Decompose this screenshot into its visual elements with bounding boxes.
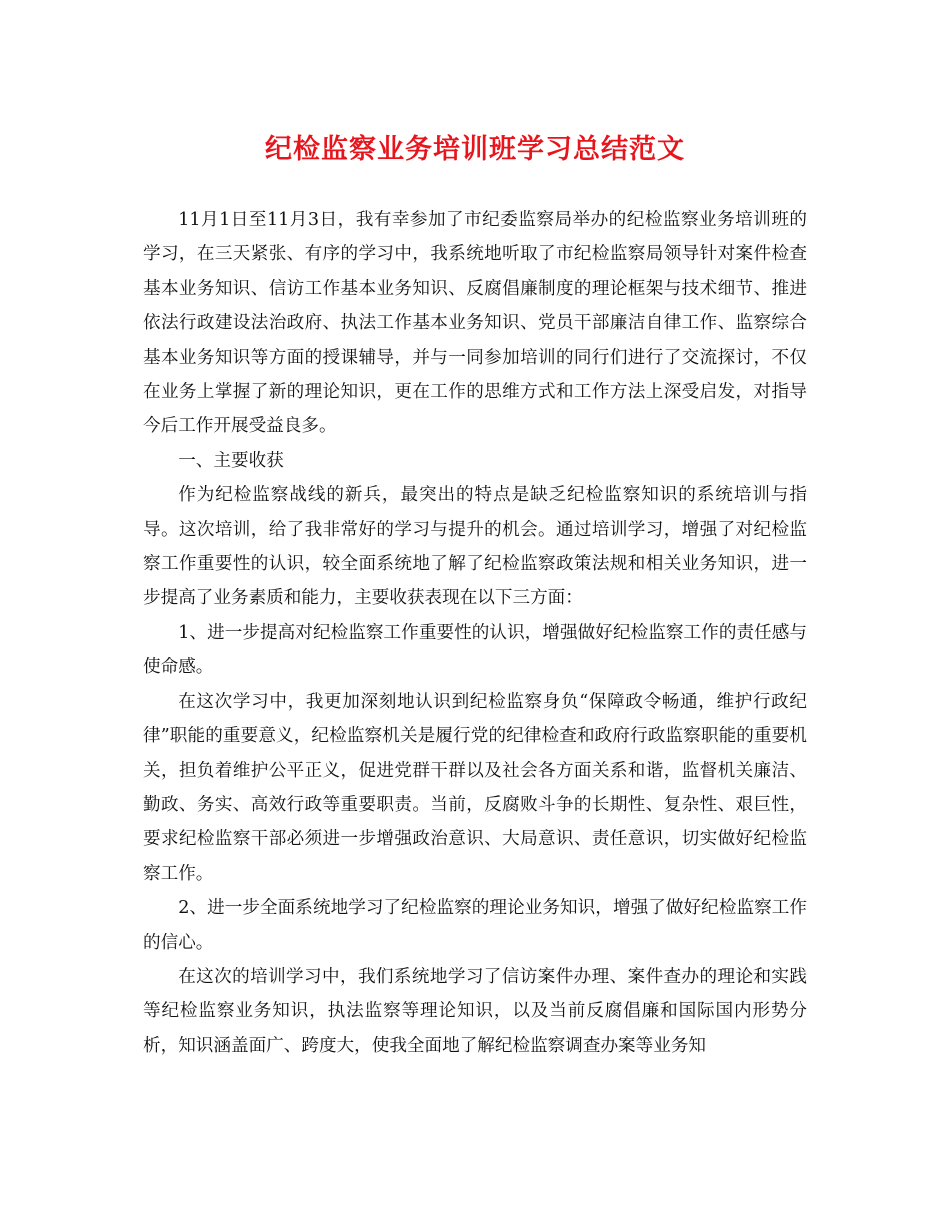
subheading-gain-2: 2、进一步全面系统地学习了纪检监察的理论业务知识，增强了做好纪检监察工作的信心。 [143,898,807,953]
section-heading-main-gains: 一、主要收获 [178,450,284,471]
paragraph-intro: 11月1日至11月3日，我有幸参加了市纪委监察局举办的纪检监察业务培训班的学习，在三天紧张、有序的学习中，我系统地听取了市纪检监察局领导针对案件检查基本业务知识、信访工作基本业务知识、反腐倡廉制度的理论框架与技术细节、推进依法行政建设法治政府、执法工作基本业务知识、党员干部廉洁自律工作、监察综合基本业务知识等方面的授课辅导，并与一同参加培训的同行们进行了交流探讨，不仅在业务上掌握了新的理论知识，更在工作的思维方式和工作方法上深受启发，对指导今后工作开展受益良多。 [143,210,807,437]
document-body [143,203,807,1063]
paragraph-gain-1-detail: 在这次学习中，我更加深刻地认识到纪检监察身负“保障政令畅通，维护行政纪律”职能的重要意义，纪检监察机关是履行党的纪律检查和政府行政监察职能的重要机关，担负着维护公平正义，促进党群干群以及社会各方面关系和谐，监督机关廉洁、勤政、务实、高效行政等重要职责。当前，反腐败斗争的长期性、复杂性、艰巨性，要求纪检监察干部必须进一步增强政治意识、大局意识、责任意识，切实做好纪检监察工作。 [143,691,807,884]
paragraph-gain-2-detail: 在这次的培训学习中，我们系统地学习了信访案件办理、案件查办的理论和实践等纪检监察业务知识，执法监察等理论知识，以及当前反腐倡廉和国际国内形势分析，知识涵盖面广、跨度大，使我全面地了解纪检监察调查办案等业务知 [143,966,807,1056]
subheading-gain-1: 1、进一步提高对纪检监察工作重要性的认识，增强做好纪检监察工作的责任感与使命感。 [143,622,807,678]
document-title: 纪检监察业务培训班学习总结范文 [265,134,685,165]
paragraph-gains-overview: 作为纪检监察战线的新兵，最突出的特点是缺乏纪检监察知识的系统培训与指导。这次培训，给了我非常好的学习与提升的机会。通过培训学习，增强了对纪检监察工作重要性的认识，较全面系统地了解了纪检监察政策法规和相关业务知识，进一步提高了业务素质和能力，主要收获表现在以下三方面： [143,485,807,609]
